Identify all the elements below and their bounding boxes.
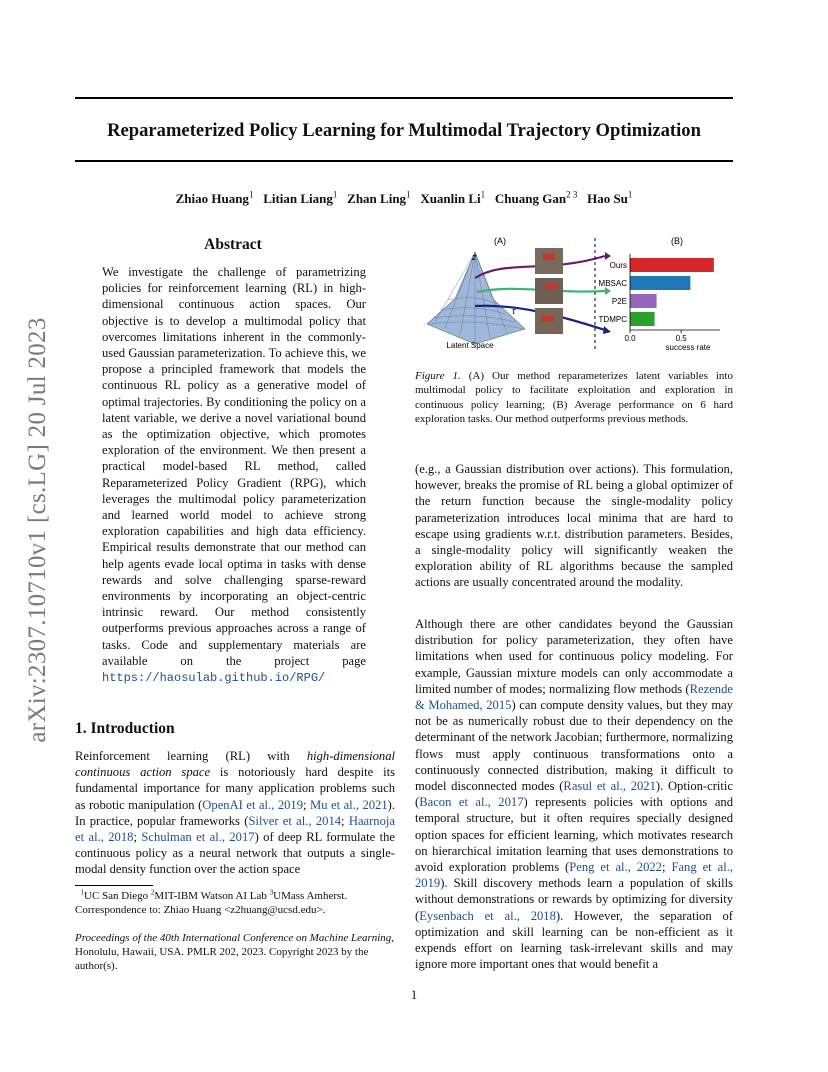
figure-1 xyxy=(415,234,735,354)
citation-link[interactable]: Peng et al., 2022 xyxy=(569,860,662,875)
abstract-heading: Abstract xyxy=(204,236,262,253)
success-rate-bar-chart xyxy=(599,254,720,352)
abstract-text: We investigate the challenge of parametrizing policies for reinforcement learning (RL) in high-dimensional continuous action spaces. Our objective is to develop a multimodal policy that overcomes limitations inherent in the commonly-used Gaussian parameterization. To achieve this, we propose a principled framework that models the continuous RL policy as a generative model of optimal trajectories. By conditioning the policy on a latent variable, we derive a novel variational bound as the optimization objective, which promotes exploration of the environment. We then present a practical model-based RL method, called Reparameterized Policy Gradient (RPG), which leverages the multimodal policy parameterization and learned world model to achieve strong exploration capabilities and high data efficiency. Empirical results demonstrate that our method can help agents evade local optima in tasks with dense rewards and solve challenging sparse-reward environments by incorporating an object-centric intrinsic reward. Our method consistently outperforms previous approaches across a range of tasks. Code and supplementary materials are available on the project page xyxy=(102,265,366,668)
paper-title: Reparameterized Policy Learning for Multimodal Trajectory Optimization xyxy=(107,120,701,141)
category-label: Ours xyxy=(609,261,627,270)
figure-caption xyxy=(415,369,733,427)
citation-link[interactable]: Mu et al., 2021 xyxy=(310,797,388,812)
author-affiliation: 1 xyxy=(332,189,338,200)
affiliation-2: MIT-IBM Watson AI Lab xyxy=(154,890,270,902)
citation-link[interactable]: Bacon et al., 2017 xyxy=(419,795,524,810)
author-name: Litian Liang xyxy=(263,191,333,206)
caption-text: (A) Our method reparameterizes latent variables into multimodal policy to facilitate exploitation and exploration in continuous policy learning; (B) Average performance on 6 hard exploration tasks. Our method outperforms previous methods. xyxy=(415,370,733,426)
arxiv-sidebar-stamp xyxy=(18,300,58,760)
correspondence: Correspondence to: Zhiao Huang <z2huang@ucsd.edu>. xyxy=(75,904,326,916)
citation-link[interactable]: Eysenbach et al., 2018 xyxy=(419,908,556,923)
author-name: Xuanlin Li xyxy=(420,191,481,206)
intro-body xyxy=(75,748,395,878)
author-name: Zhiao Huang xyxy=(175,191,249,206)
intro-text: ) of deep RL formulate the continuous policy as a neural network that outputs a single-modal density function over the action space xyxy=(75,830,395,877)
footnote-rule xyxy=(75,885,153,886)
category-label: MBSAC xyxy=(598,279,627,288)
intro-text: ; xyxy=(133,830,142,845)
citation-link[interactable]: Fang et al., 2019 xyxy=(415,860,734,891)
caption-label: Figure 1. xyxy=(415,370,461,382)
intro-text: ; xyxy=(303,797,311,812)
latent-space-label: Latent Space xyxy=(446,341,494,350)
author-affiliation: 1 xyxy=(480,189,486,200)
author-affiliation: 1 xyxy=(627,189,633,200)
proceedings-venue: Proceedings of the 40th International Conference on Machine Learning xyxy=(75,932,392,944)
author-list xyxy=(75,191,733,207)
category-label: TDMPC xyxy=(598,315,627,324)
citation-link[interactable]: OpenAI et al., 2019 xyxy=(202,797,304,812)
body-text: ) can compute density values, but they may not be as numerically robust due to their dependency on the determinant of the network Jacobian; furthermore, normalizing flows must apply continuous transformations onto a continuously connected distribution, making it difficult to model disconnected modes ( xyxy=(415,698,734,794)
right-paragraph-1: (e.g., a Gaussian distribution over actions). This formulation, however, breaks the promise of RL being a global optimizer of the return function because the single-modality policy parameterization introduces local minima that are hard to escape using gradients w.r.t. distribution parameters. Besides, a single-modality policy will significantly weaken the exploration ability of RL algorithms because the sampled actions are usually concentrated around the modality. xyxy=(415,462,733,590)
bar-mbsac xyxy=(630,276,690,290)
intro-heading: 1. Introduction xyxy=(75,720,175,737)
citation-link[interactable]: Schulman et al., 2017 xyxy=(141,830,255,845)
robot-frame-1 xyxy=(535,248,563,274)
body-text: Although there are other candidates beyond the Gaussian distribution for policy parameterization, they often have limitations when used for continuous policy modeling. For example, Gaussian mixture models can only accommodate a limited number of modes; normalizing flow methods ( xyxy=(415,617,733,696)
top-rule xyxy=(75,97,733,99)
z-label: z xyxy=(472,252,477,262)
author-affiliation: 1 xyxy=(248,189,254,200)
robot-frame-2 xyxy=(535,278,563,304)
affiliation-3: UMass Amherst. xyxy=(273,890,348,902)
intro-text: is notoriously hard despite its fundamental importance for many application problems such as robotic manipulation ( xyxy=(75,765,395,812)
title-rule xyxy=(75,160,733,162)
panel-b-label: (B) xyxy=(671,236,683,246)
body-text: ). However, the separation of optimization and skill learning can be non-efficient as it expends effort on learning task-irrelevant skills and may ignore more important ones that would benefit a xyxy=(415,908,733,972)
citation-link[interactable]: Rasul et al., 2021 xyxy=(563,779,656,794)
body-text: ). Skill discovery methods learn a population of skills without demonstrations or rewards by optimizing for diversity ( xyxy=(415,876,733,923)
affiliation-1: UC San Diego xyxy=(84,890,151,902)
x-axis-label: success rate xyxy=(665,343,711,352)
citation-link[interactable]: Silver et al., 2014 xyxy=(248,813,342,828)
right-paragraph-2 xyxy=(415,616,733,972)
affiliation-footnote: $^1$UC San Diego $^2$MIT-IBM Watson AI Lab $^3$UMass Amherst. Correspondence to: Zhiao Huang <z2huang@ucsd.edu>. xyxy=(75,888,348,916)
x-tick-label: 0.0 xyxy=(624,334,636,343)
bar-p2e xyxy=(630,294,657,308)
intro-text: Reinforcement learning (RL) with xyxy=(75,749,307,763)
author-affiliation: 1 xyxy=(406,189,411,200)
body-text: ). Option-critic ( xyxy=(415,779,733,810)
proceedings-note xyxy=(75,931,395,973)
page-number: 1 xyxy=(410,988,418,1002)
intro-text: ). In practice, popular frameworks ( xyxy=(75,797,395,828)
proceedings-details: , Honolulu, Hawaii, USA. PMLR 202, 2023. Copyright 2023 by the author(s). xyxy=(75,932,395,972)
author-name: Chuang Gan xyxy=(494,191,567,206)
author-name: Hao Su xyxy=(587,191,628,206)
body-text: ; xyxy=(661,860,672,875)
project-url-link[interactable]: https://haosulab.github.io/RPG/ xyxy=(102,671,326,686)
citation-link[interactable]: Haarnoja et al., 2018 xyxy=(75,813,395,845)
arxiv-id: arXiv:2307.10710v1 [cs.LG] 20 Jul 2023 xyxy=(24,317,51,743)
bar-ours xyxy=(630,258,714,272)
body-text: ) represents policies with options and temporal structure, but it often requires specially designed option spaces for efficient learning, which motivates research on hierarchical imitation learning that uses demonstrations to avoid exploration problems ( xyxy=(415,795,733,875)
x-tick-label: 0.5 xyxy=(675,334,687,343)
category-label: P2E xyxy=(611,297,627,306)
tau-label: τ xyxy=(512,306,516,316)
intro-text: ; xyxy=(341,813,349,828)
panel-a-label: (A) xyxy=(494,236,506,246)
abstract-body xyxy=(102,264,366,686)
author-name: Zhan Ling xyxy=(347,191,407,206)
intro-emphasis: high-dimensional continuous action space xyxy=(75,749,395,780)
latent-surface xyxy=(427,252,525,344)
bar-tdmpc xyxy=(630,312,655,326)
author-affiliation: 2 3 xyxy=(566,189,578,200)
citation-link[interactable]: Rezende & Mohamed, 2015 xyxy=(415,681,733,713)
